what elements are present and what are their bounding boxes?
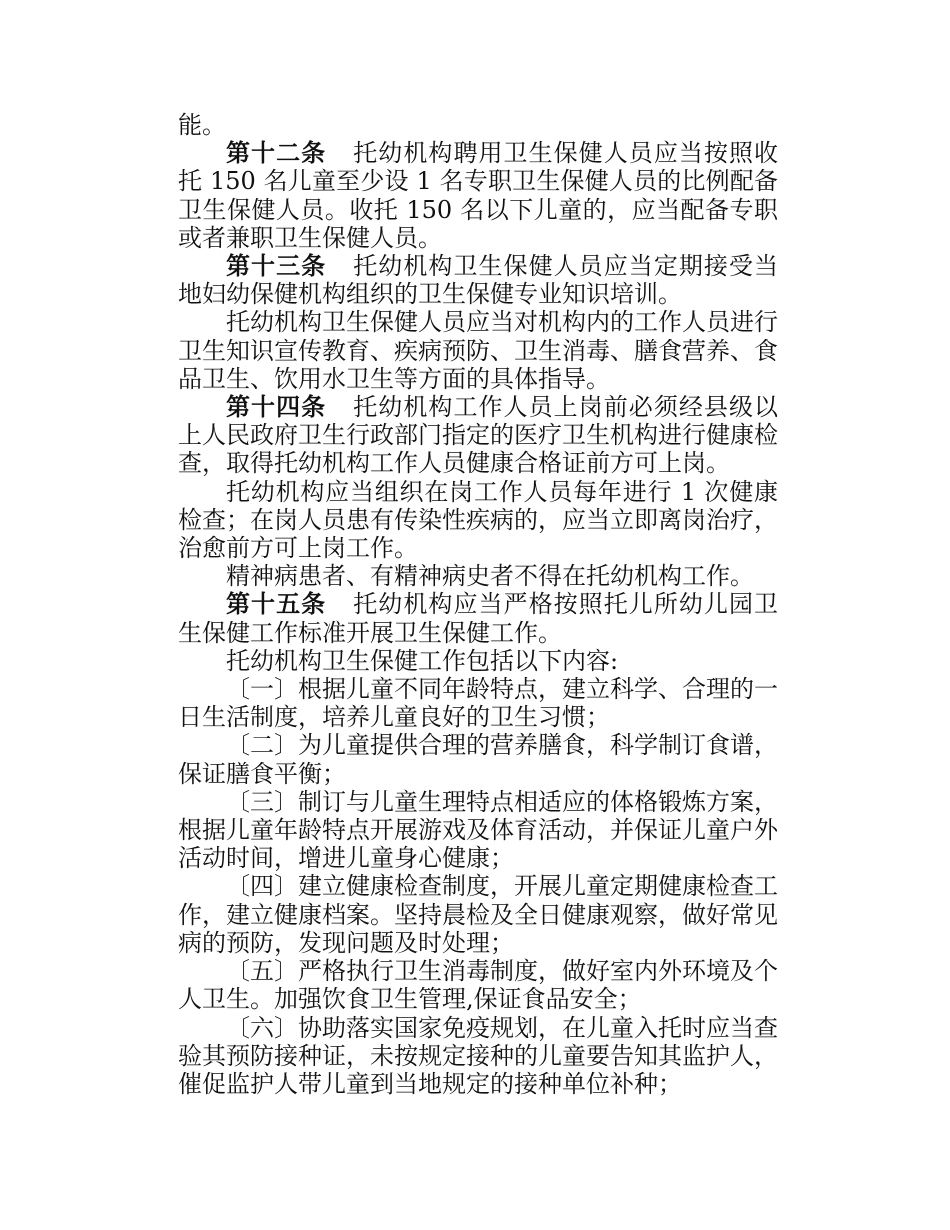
paragraph-text: 托幼机构卫生保健人员应当对机构内的工作人员进行卫生知识宣传教育、疾病预防、卫生消毒、膳食营养、食品卫生、饮用水卫生等方面的具体指导。 bbox=[178, 308, 778, 393]
paragraph bbox=[178, 478, 778, 563]
paragraph bbox=[178, 647, 778, 675]
paragraph-text: 能。 bbox=[178, 111, 226, 139]
paragraph-text: 〔六〕协助落实国家免疫规划，在儿童入托时应当查验其预防接种证，未按规定接种的儿童要告知其监护人，催促监护人带儿童到当地规定的接种单位补种； bbox=[178, 1013, 778, 1098]
article-number: 第十五条 bbox=[226, 590, 327, 619]
article-number: 第十三条 bbox=[226, 252, 327, 281]
paragraph-text: 托幼机构应当组织在岗工作人员每年进行 1 次健康检查；在岗人员患有传染性疾病的，应当立即离岗治疗，治愈前方可上岗工作。 bbox=[178, 477, 778, 563]
paragraph-text: 〔二〕为儿童提供合理的营养膳食，科学制订食谱，保证膳食平衡； bbox=[178, 731, 778, 788]
paragraph-text: 托幼机构卫生保健工作包括以下内容: bbox=[226, 646, 619, 675]
paragraph-text: 托幼机构工作人员上岗前必须经县级以上人民政府卫生行政部门指定的医疗卫生机构进行健康检查，取得托幼机构工作人员健康合格证前方可上岗。 bbox=[178, 393, 779, 478]
paragraph-text: 〔四〕建立健康检查制度，开展儿童定期健康检查工作，建立健康档案。坚持晨检及全日健康观察，做好常见病的预防，发现问题及时处理； bbox=[178, 872, 778, 957]
paragraph-text: 〔三〕制订与儿童生理特点相适应的体格锻炼方案，根据儿童年龄特点开展游戏及体育活动，并保证儿童户外活动时间，增进儿童身心健康； bbox=[178, 787, 778, 873]
paragraph bbox=[178, 562, 778, 590]
article-14-paragraph bbox=[178, 393, 778, 478]
article-12-paragraph bbox=[178, 139, 778, 252]
paragraph bbox=[178, 308, 778, 393]
article-number: 第十四条 bbox=[226, 393, 327, 422]
article-number: 第十二条 bbox=[226, 139, 327, 168]
paragraph-text: 精神病患者、有精神病史者不得在托幼机构工作。 bbox=[226, 562, 754, 591]
paragraph-text: 托幼机构卫生保健人员应当定期接受当地妇幼保健机构组织的卫生保健专业知识培训。 bbox=[178, 252, 779, 309]
paragraph-text: 托幼机构聘用卫生保健人员应当按照收托 150 名儿童至少设 1 名专职卫生保健人员的比例配备卫生保健人员。收托 150 名以下儿童的，应当配备专职或者兼职卫生保健人员。 bbox=[178, 139, 779, 252]
article-15-paragraph bbox=[178, 590, 778, 646]
list-item bbox=[178, 872, 778, 957]
list-item bbox=[178, 788, 778, 873]
paragraph-text: 托幼机构应当严格按照托儿所幼儿园卫生保健工作标准开展卫生保健工作。 bbox=[178, 590, 779, 647]
document-body bbox=[178, 111, 778, 1098]
list-item bbox=[178, 675, 778, 731]
paragraph-text: 〔五〕严格执行卫生消毒制度，做好室内外环境及个人卫生。加强饮食卫生管理,保证食品安全； bbox=[178, 957, 778, 1014]
paragraph-continuation bbox=[178, 111, 778, 139]
list-item bbox=[178, 957, 778, 1013]
list-item bbox=[178, 731, 778, 787]
article-13-paragraph bbox=[178, 252, 778, 308]
paragraph-text: 〔一〕根据儿童不同年龄特点，建立科学、合理的一日生活制度，培养儿童良好的卫生习惯； bbox=[178, 675, 778, 732]
list-item bbox=[178, 1014, 778, 1099]
